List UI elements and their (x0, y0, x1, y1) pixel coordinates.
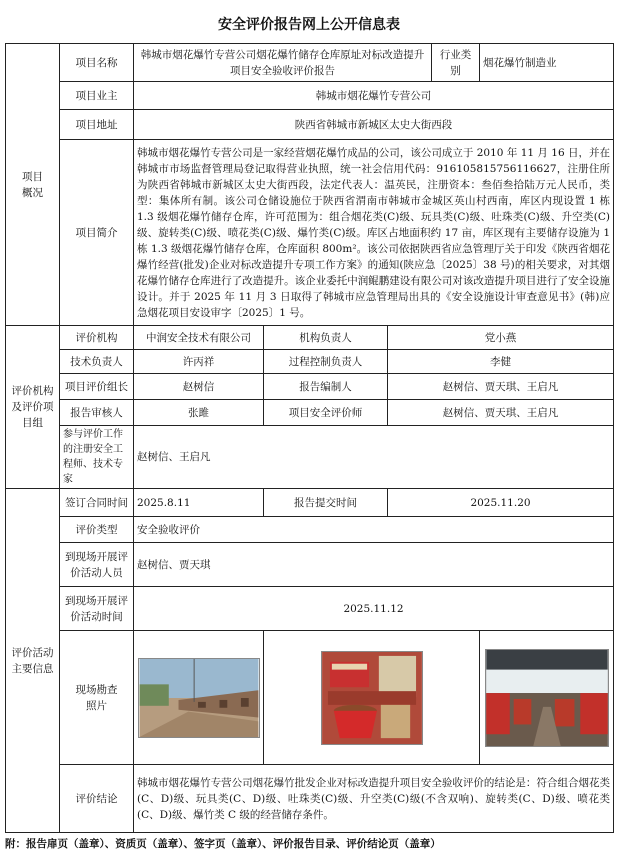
process-label: 过程控制负责人 (264, 350, 388, 374)
site-photo-equipment (321, 651, 423, 745)
address-value: 陕西省韩城市新城区太史大街西段 (134, 110, 614, 140)
agency-label: 评价机构 (60, 326, 134, 350)
process-value: 李健 (388, 350, 614, 374)
footnote: 附：报告扉页（盖章）、资质页（盖章）、签字页（盖章）、评价报告目录、评价结论页（盖章） (5, 838, 441, 850)
photo-cell-3 (480, 631, 614, 765)
conclusion-label: 评价结论 (60, 765, 134, 833)
owner-label: 项目业主 (60, 82, 134, 110)
writer-value: 赵树信、贾天琪、王启凡 (388, 374, 614, 400)
people-value: 赵树信、贾天琪 (134, 543, 614, 587)
project-name-label: 项目名称 (60, 44, 134, 82)
assessor-label: 项目安全评价师 (264, 400, 388, 426)
submit-date: 2025.11.20 (388, 489, 614, 517)
leader-label: 项目评价组长 (60, 374, 134, 400)
photos-label: 现场勘查 照片 (60, 631, 134, 765)
assessor-value: 赵树信、贾天琪、王启凡 (388, 400, 614, 426)
submit-label: 报告提交时间 (264, 489, 388, 517)
leader-value: 赵树信 (134, 374, 264, 400)
tech-label: 技术负责人 (60, 350, 134, 374)
site-photo-warehouse-exterior (138, 658, 260, 738)
section-activity: 评价活动 主要信息 (6, 489, 60, 833)
section-project: 项目 概况 (6, 44, 60, 326)
info-table (5, 43, 614, 833)
address-label: 项目地址 (60, 110, 134, 140)
photo-cell-1 (134, 631, 264, 765)
engineers-label: 参与评价工作的注册安全工程师、技术专家 (60, 426, 134, 489)
time-value: 2025.11.12 (134, 587, 614, 631)
site-photo-warehouse-interior (485, 649, 609, 747)
contract-date: 2025.8.11 (134, 489, 264, 517)
type-label: 评价类型 (60, 517, 134, 543)
industry-value: 烟花爆竹制造业 (480, 44, 614, 82)
page-title: 安全评价报告网上公开信息表 (218, 17, 400, 33)
contract-label: 签订合同时间 (60, 489, 134, 517)
time-label: 到现场开展评价活动时间 (60, 587, 134, 631)
reviewer-label: 报告审核人 (60, 400, 134, 426)
conclusion-text: 韩城市烟花爆竹专营公司烟花爆竹批发企业对标改造提升项目安全验收评价的结论是：符合组合烟花类(C、D)级、玩具类(C、D)级、吐珠类(C)级、升空类(C)级(不含双响)、旋转类(C、D)级、喷花类(C、D)级、爆竹类 C 级的经营储存条件。 (134, 765, 614, 833)
project-name: 韩城市烟花爆竹专营公司烟花爆竹储存仓库原址对标改造提升项目安全验收评价报告 (134, 44, 432, 82)
reviewer-value: 张雎 (134, 400, 264, 426)
head-label: 机构负责人 (264, 326, 388, 350)
head-value: 党小燕 (388, 326, 614, 350)
industry-label: 行业类别 (432, 44, 480, 82)
type-value: 安全验收评价 (134, 517, 614, 543)
engineers-value: 赵树信、王启凡 (134, 426, 614, 489)
photo-cell-2 (264, 631, 480, 765)
people-label: 到现场开展评价活动人员 (60, 543, 134, 587)
intro-text: 韩城市烟花爆竹专营公司是一家经营烟花爆竹成品的公司，该公司成立于 2010 年 11 月 16 日，并在韩城市市场监督管理局登记取得营业执照，统一社会信用代码：916105815756116627，注册住所为陕西省韩城市新城区太史大街西段，法定代表人：温英民，注册资本：叁佰叁拾陆万元人民币，类型：集体所有制。该公司仓储设施位于陕西省渭南市韩城市金城区英山村西南，库区内现设置 1 栋 1.3 级烟花爆竹储存仓库，许可范围为：组合烟花类(C)级、玩具类(C)级、吐珠类(C)级、升空类(C)级、旋转类(C)级、喷花类(C)级、爆竹类(C)级。库区占地面积约 17 亩，库区现有主要储存设施为 1 栋 1.3 级烟花爆竹储存仓库，仓库面积 800m²。该公司依据陕西省应急管理厅关于印发《陕西省烟花爆竹经营(批发)企业对标改造提升专项工作方案》的通知(陕应急〔2025〕38 号)的相关要求，对其烟花爆竹储存仓库进行了改造提升。该企业委托中润鲲鹏建设有限公司对该改造提升项目进行了安全设施设计。并于 2025 年 11 月 3 日取得了韩城市应急管理局出具的《安全设施设计审查意见书》(韩)应急烟花项目安设审字〔2025〕1 号。 (134, 140, 614, 326)
intro-label: 项目简介 (60, 140, 134, 326)
owner-value: 韩城市烟花爆竹专营公司 (134, 82, 614, 110)
agency-value: 中润安全技术有限公司 (134, 326, 264, 350)
writer-label: 报告编制人 (264, 374, 388, 400)
tech-value: 许丙祥 (134, 350, 264, 374)
section-org: 评价机构 及评价项 目组 (6, 326, 60, 489)
